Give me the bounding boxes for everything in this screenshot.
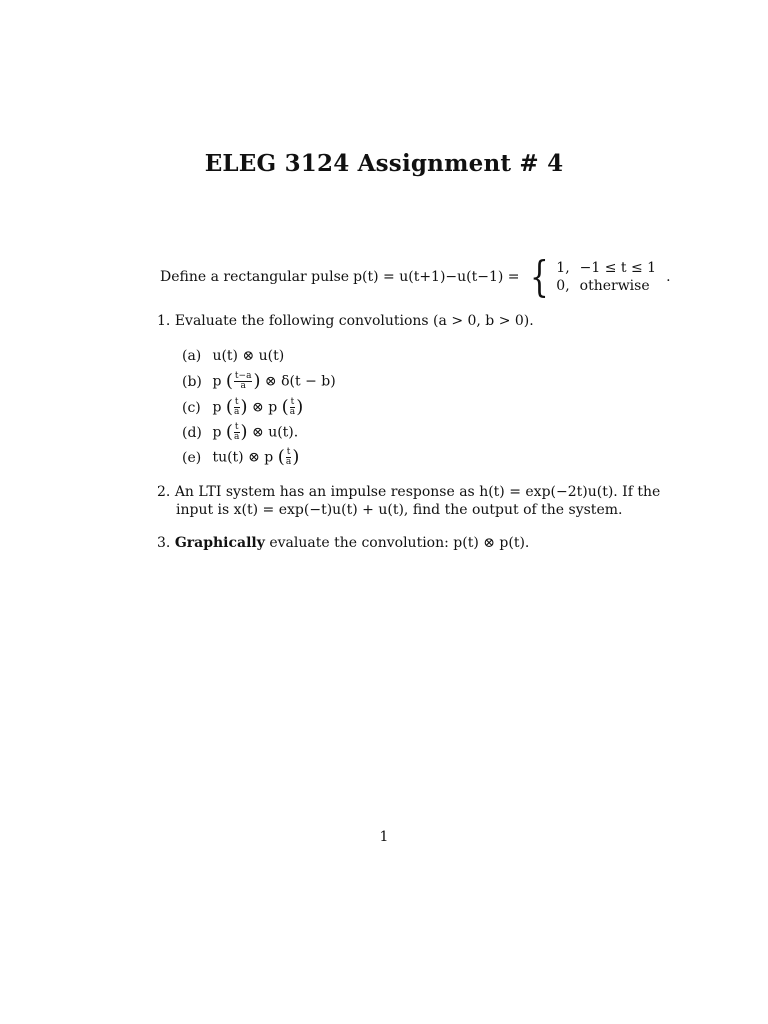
item-label: (e) (182, 449, 202, 466)
left-paren: ( (281, 396, 289, 418)
page-number: 1 (379, 829, 389, 845)
problem-3 (157, 534, 529, 552)
fraction-2 (290, 398, 296, 417)
item-label: (c) (182, 399, 201, 416)
problem-1-item-c (182, 398, 303, 417)
fraction-numerator: t−a (234, 371, 252, 381)
definition-lead: Define a rectangular pulse (160, 269, 350, 285)
problem-1-item-d (182, 423, 298, 442)
problem-2-continuation (176, 501, 622, 519)
item-expression-pre: p (212, 424, 222, 441)
problem-1-item-a (182, 347, 284, 365)
definition-expression: p(t) = u(t+1)−u(t−1) = (353, 269, 520, 285)
case1-condition: −1 ≤ t ≤ 1 (579, 260, 657, 276)
assignment-title: ELEG 3124 Assignment # 4 (204, 150, 564, 177)
problem-2-number: 2. (157, 484, 171, 500)
fraction (234, 372, 253, 391)
fraction-numerator: t (234, 422, 239, 432)
left-paren: ( (277, 446, 285, 468)
item-expression: u(t) ⊗ u(t) (212, 348, 285, 364)
left-paren: ( (225, 421, 233, 443)
item-expression-post: ⊗ δ(t − b) (264, 373, 336, 390)
problem-1-text: Evaluate the following convolutions (a > 0, b > 0). (174, 313, 534, 329)
problem-3-text: evaluate the convolution: p(t) ⊗ p(t). (264, 535, 530, 551)
fraction-denominator: a (240, 381, 246, 391)
problem-3-number: 3. (157, 535, 171, 551)
problem-3-bold: Graphically (174, 535, 265, 551)
item-label: (b) (182, 373, 202, 390)
item-label: (a) (182, 348, 202, 364)
case1-value: 1, (556, 260, 570, 276)
problem-1-item-e (182, 448, 299, 467)
right-paren: ) (296, 396, 304, 418)
fraction-numerator: t (286, 447, 291, 457)
fraction (234, 423, 240, 442)
problem-2-line-2: input is x(t) = exp(−t)u(t) + u(t), find the output of the system. (176, 502, 623, 518)
fraction-denominator: a (234, 407, 240, 417)
fraction-denominator: a (289, 407, 296, 417)
item-expression-mid: ⊗ p (252, 399, 278, 416)
item-label: (d) (182, 424, 202, 441)
right-paren: ) (240, 396, 248, 418)
fraction (286, 448, 292, 467)
case2-condition: otherwise (579, 278, 650, 294)
problem-2-line-1: An LTI system has an impulse response as h(t) = exp(−2t)u(t). If the (174, 484, 661, 500)
left-brace: { (529, 252, 549, 301)
item-expression-pre: p (212, 373, 222, 390)
problem-1-item-b (182, 372, 336, 391)
problem-2 (157, 483, 660, 501)
right-paren: ) (253, 370, 261, 392)
definition-end: . (666, 269, 671, 285)
fraction-denominator: a (234, 432, 240, 442)
problem-1-number: 1. (157, 313, 171, 329)
pulse-definition (160, 252, 671, 301)
item-expression-pre: tu(t) ⊗ p (212, 449, 274, 466)
right-paren: ) (240, 421, 248, 443)
problem-1 (157, 312, 534, 330)
fraction-denominator: a (285, 457, 292, 467)
fraction-numerator: t (290, 397, 295, 407)
fraction (234, 398, 240, 417)
left-paren: ( (225, 396, 233, 418)
piecewise-cases (556, 259, 656, 295)
fraction-numerator: t (234, 397, 239, 407)
right-paren: ) (292, 446, 300, 468)
item-expression-pre: p (212, 399, 222, 416)
left-paren: ( (225, 370, 233, 392)
case2-value: 0, (556, 278, 570, 294)
item-expression-post: ⊗ u(t). (252, 424, 299, 441)
